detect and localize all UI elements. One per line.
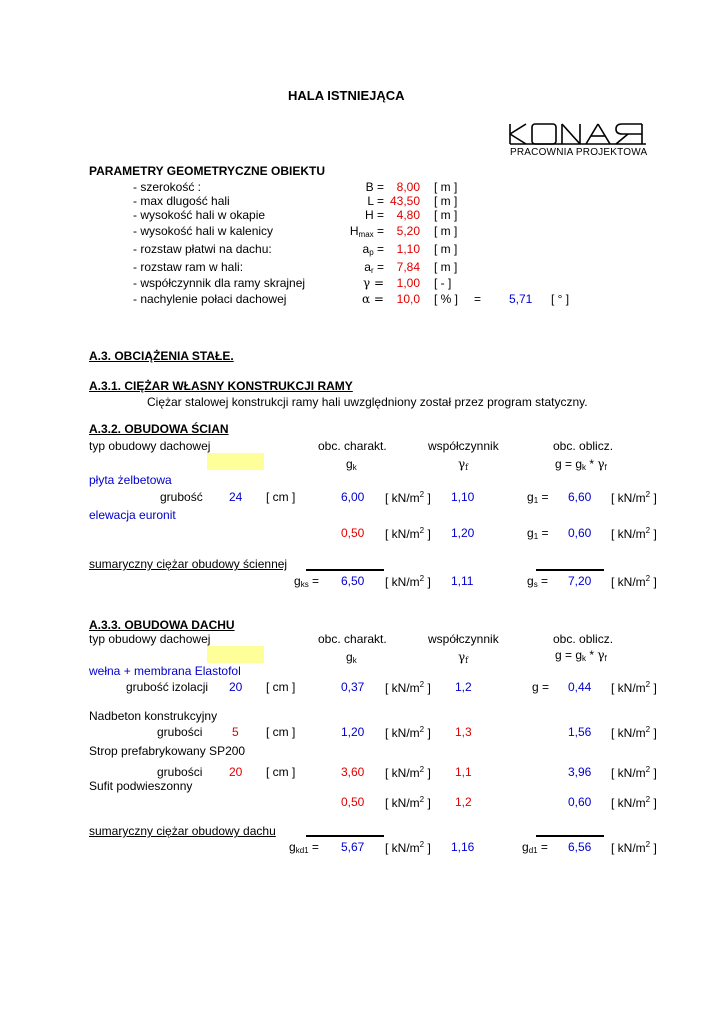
walls-col-charakt: obc. charakt.: [318, 439, 387, 453]
geo-row-symbol: L =: [367, 194, 384, 208]
roof-item-4-name: Sufit podwieszonny: [89, 779, 193, 793]
roof-col-oblicz: obc. oblicz.: [553, 632, 614, 646]
geo-row-symbol: B =: [365, 180, 384, 194]
roof-sum-label: sumaryczny ciężar obudowy dachu: [89, 824, 276, 838]
roof-item-1-gk: 0,37: [341, 680, 365, 694]
geo-row-symbol: γ =: [362, 276, 384, 290]
walls-type-input[interactable]: [207, 453, 264, 470]
walls-item-1-gk: 6,00: [341, 490, 365, 504]
section-a33-heading: A.3.3. OBUDOWA DACHU: [89, 618, 235, 632]
walls-g-formula: $g = g_k * \gamma_f$: [555, 457, 607, 472]
walls-gks-label: $g_{ks}$ =: [294, 574, 320, 589]
geo-row-symbol: α =: [362, 292, 384, 306]
section-a32-heading: A.3.2. OBUDOWA ŚCIAN: [89, 422, 229, 436]
page-title: HALA ISTNIEJĄCA: [288, 88, 405, 103]
geo-row-symbol: $H_{max}$ =: [349, 224, 384, 239]
geo-row-value[interactable]: 8,00: [396, 180, 420, 194]
geo-row-unit-deg: [ ° ]: [551, 292, 570, 306]
section-a31-heading: A.3.1. CIĘŻAR WŁASNY KONSTRUKCJI RAMY: [89, 379, 353, 393]
roof-gf-header: $\gamma_f$: [458, 650, 469, 665]
roof-item-3-name: Strop prefabrykowany SP200: [89, 744, 246, 758]
roof-sum-line-2: [536, 835, 604, 837]
walls-item-2-name: elewacja euronit: [89, 508, 176, 522]
roof-gk-header: $g_k$: [346, 650, 357, 665]
walls-item-2-design-unit: [ $kN/m^2$ ]: [611, 526, 657, 541]
roof-item-2-cm: [ cm ]: [266, 725, 296, 739]
walls-gs-unit: [ $kN/m^2$ ]: [611, 574, 657, 589]
roof-item-2-thickness-label: grubości: [157, 725, 203, 739]
walls-gs-value: 7,20: [568, 574, 592, 588]
geo-row-unit: [ m ]: [434, 224, 458, 238]
roof-item-1-design: 0,44: [568, 680, 592, 694]
walls-item-2-gk[interactable]: 0,50: [341, 526, 365, 540]
geo-row-label: - szerokość :: [133, 180, 202, 194]
konar-logo-mark: [508, 122, 648, 146]
roof-item-3-factor[interactable]: 1,1: [455, 765, 472, 779]
roof-item-3-gk[interactable]: 3,60: [341, 765, 365, 779]
geo-row-label: - nachylenie połaci dachowej: [133, 292, 287, 306]
walls-gk-header: $g_k$: [346, 457, 357, 472]
walls-item-1-name: płyta żelbetowa: [89, 473, 172, 487]
geo-row-value[interactable]: 4,80: [396, 208, 420, 222]
roof-gd-unit: [ $kN/m^2$ ]: [611, 840, 657, 855]
geo-row-value[interactable]: 7,84: [396, 260, 420, 274]
geo-row-unit: [ m ]: [434, 194, 458, 208]
roof-item-1-g-label: g =: [532, 680, 550, 694]
roof-item-1-cm: [ cm ]: [266, 680, 296, 694]
walls-gs-label: $g_s$ =: [527, 574, 549, 589]
walls-item-2-factor: 1,20: [451, 526, 475, 540]
walls-item-2-g1-label: $g_1$ =: [527, 526, 549, 541]
roof-gkd-label: $g_{kd1}$ =: [289, 840, 319, 855]
roof-item-3-design-unit: [ $kN/m^2$ ]: [611, 765, 657, 780]
roof-col-charakt: obc. charakt.: [318, 632, 387, 646]
geo-row-symbol: H =: [364, 208, 384, 222]
geo-heading: PARAMETRY GEOMETRYCZNE OBIEKTU: [89, 164, 326, 178]
walls-sum-factor: 1,11: [451, 574, 474, 588]
roof-item-1-design-unit: [ $kN/m^2$ ]: [611, 680, 657, 695]
walls-item-1-thickness-label: grubość: [160, 490, 203, 504]
walls-item-1-unit: [ $kN/m^2$ ]: [385, 490, 431, 505]
roof-item-3-design: 3,96: [568, 765, 592, 779]
geo-row-label: - rozstaw płatwi na dachu:: [133, 242, 272, 256]
roof-item-3-thickness[interactable]: 20: [229, 765, 243, 779]
roof-item-2-name: Nadbeton konstrukcyjny: [89, 709, 218, 723]
roof-sum-factor: 1,16: [451, 840, 475, 854]
roof-item-4-unit: [ $kN/m^2$ ]: [385, 795, 431, 810]
roof-item-3-thickness-label: grubości: [157, 765, 203, 779]
logo-subtitle: PRACOWNIA PROJEKTOWA: [510, 147, 648, 158]
geo-row-label: - wysokość hali w kalenicy: [133, 224, 274, 238]
roof-item-3-unit: [ $kN/m^2$ ]: [385, 765, 431, 780]
geo-row-unit: [ m ]: [434, 208, 458, 222]
geo-row-value[interactable]: 10,0: [396, 292, 420, 306]
walls-sum-label: sumaryczny ciężar obudowy ściennej: [89, 557, 288, 571]
geo-row-unit: [ m ]: [434, 180, 458, 194]
walls-col-oblicz: obc. oblicz.: [553, 439, 614, 453]
roof-item-2-unit: [ $kN/m^2$ ]: [385, 725, 431, 740]
section-a3-heading: A.3. OBCIĄŻENIA STAŁE.: [89, 349, 234, 363]
walls-item-2-unit: [ $kN/m^2$ ]: [385, 526, 431, 541]
geo-row-unit: [ m ]: [434, 242, 458, 256]
roof-item-4-gk[interactable]: 0,50: [341, 795, 365, 809]
konar-logo: [508, 122, 648, 158]
roof-item-2-design: 1,56: [568, 725, 592, 739]
walls-item-1-design-unit: [ $kN/m^2$ ]: [611, 490, 657, 505]
roof-item-1-unit: [ $kN/m^2$ ]: [385, 680, 431, 695]
geo-row-unit: [ % ]: [434, 292, 459, 306]
geo-row-unit: [ - ]: [434, 276, 452, 290]
geo-row-value-deg: 5,71: [509, 292, 533, 306]
roof-item-2-design-unit: [ $kN/m^2$ ]: [611, 725, 657, 740]
roof-sum-line-1: [306, 835, 384, 837]
walls-item-1-factor: 1,10: [451, 490, 475, 504]
roof-gkd-unit: [ $kN/m^2$ ]: [385, 840, 431, 855]
geo-row-equals: =: [474, 292, 482, 306]
roof-type-label: typ obudowy dachowej: [89, 632, 211, 646]
geo-row-label: - wysokość hali w okapie: [133, 208, 266, 222]
roof-item-4-design: 0,60: [568, 795, 592, 809]
roof-item-2-thickness[interactable]: 5: [232, 725, 239, 739]
walls-gks-unit: [ $kN/m^2$ ]: [385, 574, 431, 589]
roof-item-4-factor[interactable]: 1,2: [455, 795, 472, 809]
walls-gks-value: 6,50: [341, 574, 365, 588]
roof-item-1-thickness[interactable]: 20: [229, 680, 243, 694]
geo-row-symbol: $a_r$ =: [364, 260, 384, 275]
roof-gd-label: $g_{d1}$ =: [522, 840, 548, 855]
geo-row-value[interactable]: 1,10: [396, 242, 420, 256]
geo-row-value[interactable]: 5,20: [396, 224, 420, 238]
roof-g-formula: $g = g_k * \gamma_f$: [555, 648, 607, 663]
roof-item-3-cm: [ cm ]: [266, 765, 296, 779]
geo-row-unit: [ m ]: [434, 260, 458, 274]
roof-gkd-value: 5,67: [341, 840, 365, 854]
roof-type-input[interactable]: [207, 646, 264, 663]
roof-item-1-thickness-label: grubość izolacji: [126, 680, 209, 694]
roof-gd-value: 6,56: [568, 840, 592, 854]
geo-row-label: - współczynnik dla ramy skrajnej: [133, 276, 306, 290]
walls-item-1-design: 6,60: [568, 490, 592, 504]
geo-row-symbol: $a_p$ =: [362, 242, 384, 257]
walls-sum-line-1: [306, 569, 384, 571]
roof-item-1-factor: 1,2: [455, 680, 472, 694]
geo-row-label: - max dlugość hali: [133, 194, 230, 208]
walls-item-1-cm: [ cm ]: [266, 490, 296, 504]
walls-item-1-thickness[interactable]: 24: [229, 490, 243, 504]
geo-row-value[interactable]: 43,50: [389, 194, 420, 208]
walls-col-wspolczynnik: współczynnik: [428, 439, 499, 453]
geo-row-value[interactable]: 1,00: [396, 276, 420, 290]
roof-item-2-gk: 1,20: [341, 725, 365, 739]
section-a31-text: Ciężar stalowej konstrukcji ramy hali uwzględniony został przez program statyczny.: [147, 395, 588, 409]
walls-sum-line-2: [536, 569, 604, 571]
walls-item-1-g1-label: $g_1$ =: [527, 490, 549, 505]
roof-item-1-name: wełna + membrana Elastofol: [89, 664, 241, 678]
roof-item-2-factor[interactable]: 1,3: [455, 725, 472, 739]
walls-gf-header: $\gamma_f$: [458, 457, 469, 472]
roof-col-wspolczynnik: współczynnik: [428, 632, 499, 646]
geo-row-label: - rozstaw ram w hali:: [133, 260, 244, 274]
walls-type-label: typ obudowy dachowej: [89, 439, 211, 453]
walls-item-2-design: 0,60: [568, 526, 592, 540]
roof-item-4-design-unit: [ $kN/m^2$ ]: [611, 795, 657, 810]
